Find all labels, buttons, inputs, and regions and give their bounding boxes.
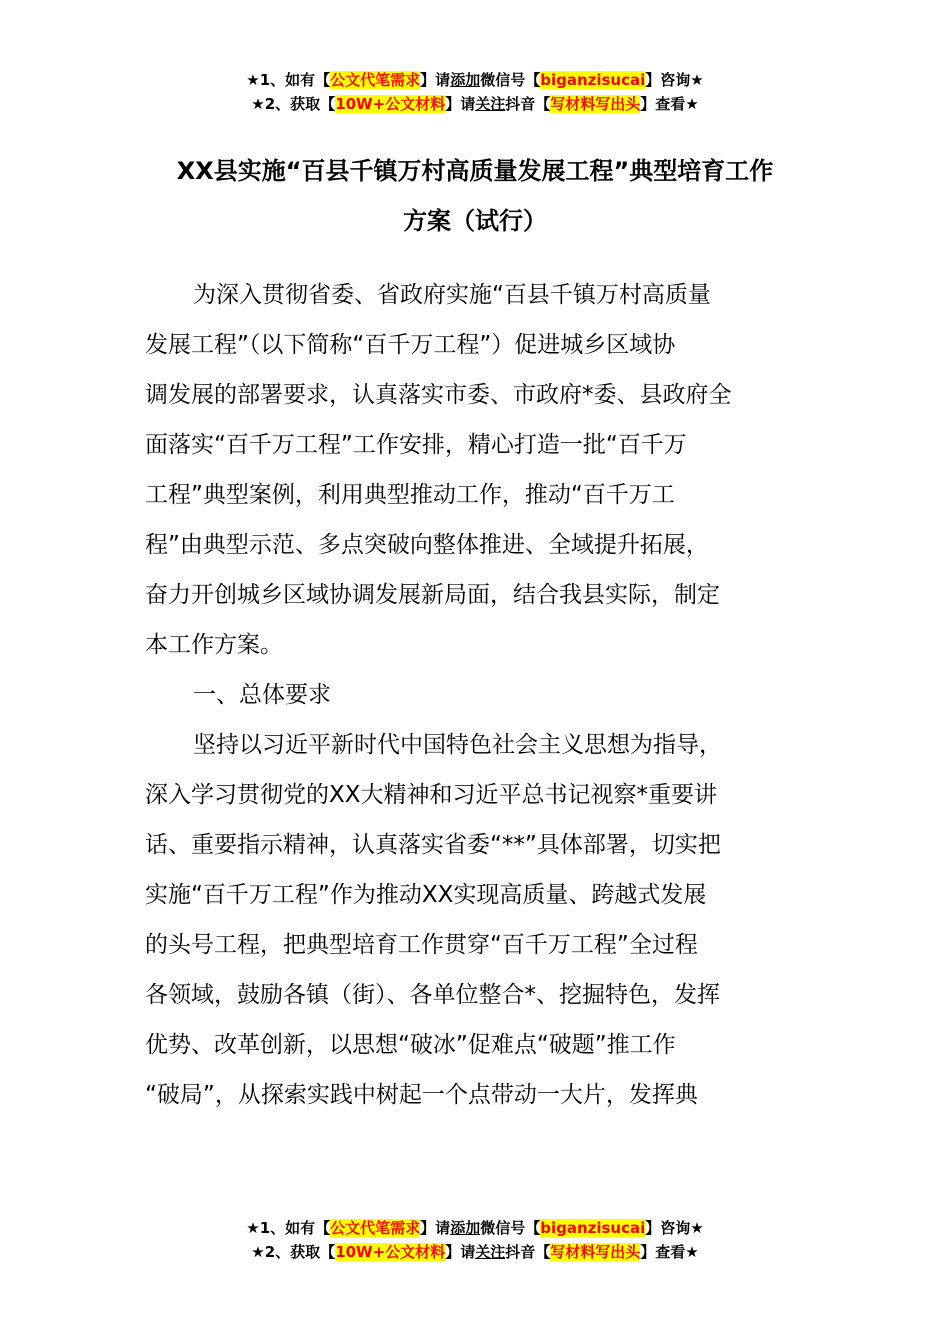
highlight-wechat-id: biganzisucai [540, 71, 646, 89]
highlight-wechat-id: biganzisucai [540, 1219, 646, 1237]
body-line: “破局”，从探索实践中树起一个点带动一大片，发挥典 [145, 1082, 698, 1108]
title-line-2: 方案（试行） [403, 207, 547, 235]
body-line: 奋力开创城乡区域协调发展新局面，结合我县实际，制定 [145, 582, 720, 608]
body-line: 本工作方案。 [145, 632, 283, 658]
title-line-1: XX县实施“百县千镇万村高质量发展工程”典型培育工作 [176, 157, 774, 185]
highlight-douyin: 写材料写出头 [550, 1243, 641, 1261]
body-line: 坚持以习近平新时代中国特色社会主义思想为指导， [193, 732, 722, 758]
highlight-service: 公文代笔需求 [330, 1219, 421, 1237]
body-line: 发展工程”（以下简称“百千万工程”）促进城乡区域协 [145, 332, 676, 358]
body-line: 为深入贯彻省委、省政府实施“百县千镇万村高质量 [193, 282, 711, 308]
body-line: 实施“百千万工程”作为推动XX实现高质量、跨越式发展 [145, 882, 707, 908]
body-line: 各领域，鼓励各镇（街）、各单位整合*、挖掘特色，发挥 [145, 982, 720, 1008]
highlight-service: 公文代笔需求 [330, 71, 421, 89]
body-line: 程”由典型示范、多点突破向整体推进、全域提升拓展， [145, 532, 709, 558]
highlight-douyin: 写材料写出头 [550, 95, 641, 113]
highlight-materials: 10W+公文材料 [335, 1243, 446, 1261]
document-title [100, 146, 850, 246]
body-line: 工程”典型案例，利用典型推动工作，推动“百千万工 [145, 482, 675, 508]
section-heading: 一、总体要求 [193, 682, 331, 708]
highlight-materials: 10W+公文材料 [335, 95, 446, 113]
body-line: 话、重要指示精神，认真落实省委“**”具体部署，切实把 [145, 832, 721, 858]
document-body [145, 270, 805, 1120]
body-line: 调发展的部署要求，认真落实市委、市政府*委、县政府全 [145, 382, 732, 408]
body-line: 深入学习贯彻党的XX大精神和习近平总书记视察*重要讲 [145, 782, 718, 808]
footer-banner [0, 1216, 950, 1264]
header-banner [0, 68, 950, 116]
banner-line-2: ★2、获取【10W+公文材料】请关注抖音【写材料写出头】查看★ [251, 1243, 699, 1261]
banner-line-1: ★1、如有【公文代笔需求】请添加微信号【biganzisucai】咨询★ [246, 71, 704, 89]
body-line: 的头号工程，把典型培育工作贯穿“百千万工程”全过程 [145, 932, 698, 958]
body-line: 优势、改革创新，以思想“破冰”促难点“破题”推工作 [145, 1032, 676, 1058]
banner-line-2: ★2、获取【10W+公文材料】请关注抖音【写材料写出头】查看★ [251, 95, 699, 113]
body-line: 面落实“百千万工程”工作安排，精心打造一批“百千万 [145, 432, 687, 458]
banner-line-1: ★1、如有【公文代笔需求】请添加微信号【biganzisucai】咨询★ [246, 1219, 704, 1237]
